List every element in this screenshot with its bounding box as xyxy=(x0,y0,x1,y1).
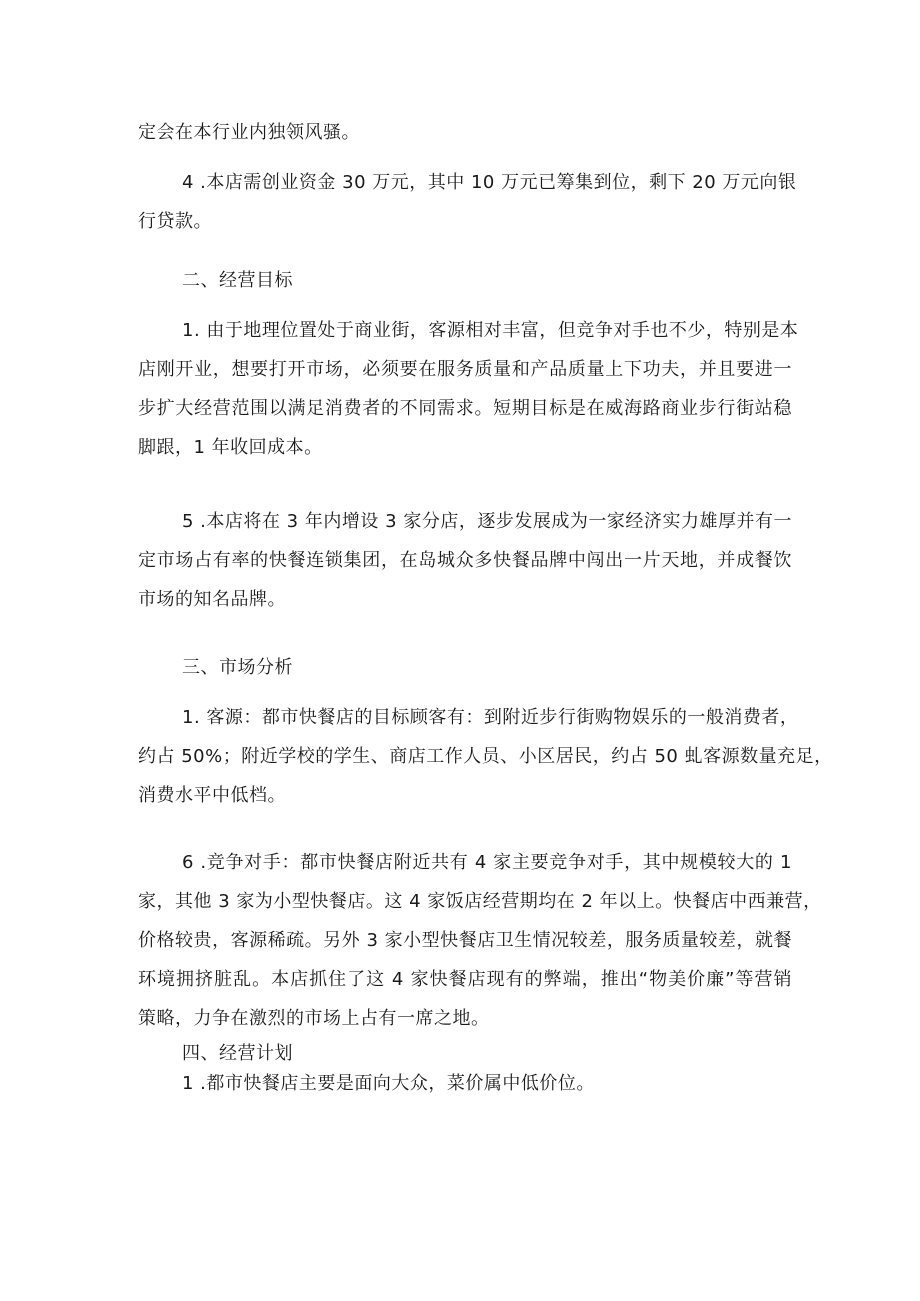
text-line: 1. 由于地理位置处于商业街，客源相对丰富，但竞争对手也不少，特别是本 xyxy=(182,320,799,341)
paragraph-funding xyxy=(138,163,797,241)
text-line: 脚跟，1 年收回成本。 xyxy=(138,437,323,458)
text-line: 行贷款。 xyxy=(138,211,212,232)
text-line: 1. 客源：都市快餐店的目标顾客有：到附近步行街购物娱乐的一般消费者， xyxy=(182,707,799,728)
section-heading-market-analysis: 三、市场分析 xyxy=(182,657,293,678)
section-heading-business-plan: 四、经营计划 xyxy=(182,1043,293,1064)
section-heading-business-goals: 二、经营目标 xyxy=(182,270,293,291)
text-line: 6 .竞争对手：都市快餐店附近共有 4 家主要竞争对手，其中规模较大的 1 xyxy=(182,852,792,873)
text-line: 定市场占有率的快餐连锁集团，在岛城众多快餐品牌中闯出一片天地，并成餐饮 xyxy=(138,550,792,571)
paragraph-customer-source xyxy=(138,698,833,815)
text-line: 市场的知名品牌。 xyxy=(138,589,286,610)
paragraph-long-term-goal xyxy=(138,502,792,619)
text-line: 约占 50%；附近学校的学生、商店工作人员、小区居民，约占 50 虬客源数量充足， xyxy=(138,746,833,767)
text-line: 家，其他 3 家为小型快餐店。这 4 家饭店经营期均在 2 年以上。快餐店中西兼营， xyxy=(138,891,822,912)
text-line: 定会在本行业内独领风骚。 xyxy=(138,122,360,143)
text-line: 4 .本店需创业资金 30 万元，其中 10 万元已筹集到位，剩下 20 万元向银 xyxy=(182,172,797,193)
text-line: 店刚开业，想要打开市场，必须要在服务质量和产品质量上下功夫，并且要进一 xyxy=(138,359,792,380)
text-line: 环境拥挤脏乱。本店抓住了这 4 家快餐店现有的弊端，推出“物美价廉”等营销 xyxy=(138,969,792,990)
paragraph-pricing xyxy=(138,1067,792,1101)
text-line: 消费水平中低档。 xyxy=(138,785,286,806)
text-line: 1 .都市快餐店主要是面向大众，菜价属中低价位。 xyxy=(182,1073,595,1094)
text-line: 策略，力争在激烈的市场上占有一席之地。 xyxy=(138,1008,490,1029)
text-line: 步扩大经营范围以满足消费者的不同需求。短期目标是在威海路商业步行街站稳 xyxy=(138,398,792,419)
text-line: 价格较贵，客源稀疏。另外 3 家小型快餐店卫生情况较差，服务质量较差，就餐 xyxy=(138,930,792,951)
paragraph-continuation xyxy=(138,113,792,152)
paragraph-competitors xyxy=(138,843,822,1038)
paragraph-short-term-goal xyxy=(138,311,799,467)
text-line: 5 .本店将在 3 年内增设 3 家分店，逐步发展成为一家经济实力雄厚并有一 xyxy=(182,511,792,532)
